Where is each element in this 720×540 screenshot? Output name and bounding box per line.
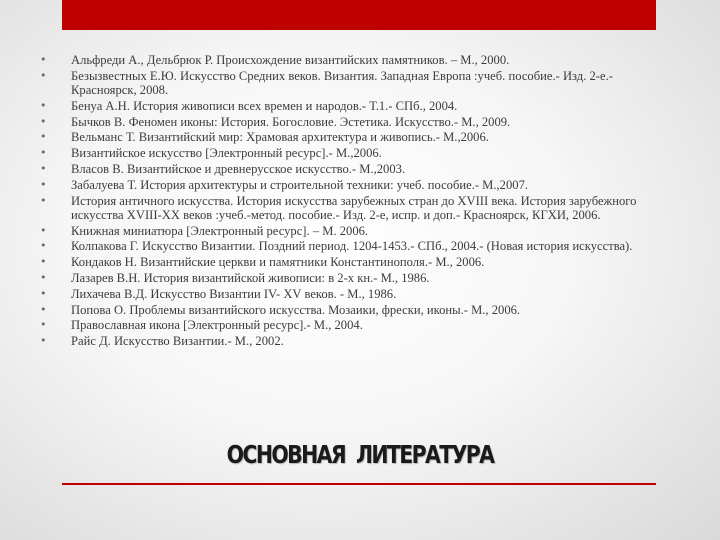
list-item — [40, 130, 680, 144]
list-item-text: Лазарев В.Н. История византийской живописи: в 2-х кн.- М., 1986. — [71, 270, 430, 285]
bullet-icon: • — [40, 302, 47, 316]
list-item-text: Забалуева Т. История архитектуры и строительной техники: учеб. пособие.- М.,2007. — [71, 177, 529, 192]
bullet-icon: • — [40, 114, 47, 128]
list-item — [40, 334, 680, 348]
list-item-text: История античного искусства. История искусства зарубежных стран до XVIII века. История зарубежного искусства XVIII-XX веков :учеб.-метод. пособие.- Изд. 2-е, испр. и доп.- Красноярск, КГХИ, 2006. — [71, 193, 637, 222]
list-item-text: Альфреди А., Дельбрюк Р. Происхождение византийских памятников. – М., 2000. — [71, 53, 510, 67]
list-item-text: Попова О. Проблемы византийского искусства. Мозаики, фрески, иконы.- М., 2006. — [71, 302, 521, 317]
list-item — [40, 146, 680, 160]
list-item-text: Лихачева В.Д. Искусство Византии IV- XV веков. - М., 1986. — [71, 286, 397, 301]
bullet-icon: • — [40, 270, 47, 284]
slide-title: ОСНОВНАЯ ЛИТЕРАТУРА — [226, 440, 494, 469]
list-item — [40, 287, 680, 301]
list-item-text: Колпакова Г. Искусство Византии. Поздний период. 1204-1453.- СПб., 2004.- (Новая история искусства). — [71, 239, 633, 254]
list-item — [40, 303, 680, 317]
list-item — [40, 239, 680, 253]
bullet-icon: • — [40, 53, 47, 66]
list-item-text: Византийское искусство [Электронный ресурс].- М.,2006. — [71, 146, 382, 161]
list-item — [40, 99, 680, 113]
list-item — [40, 224, 680, 238]
list-item — [40, 271, 680, 285]
bullet-icon: • — [40, 130, 47, 144]
list-item-text: Бычков В. Феномен иконы: История. Богословие. Эстетика. Искусство.- М., 2009. — [71, 114, 511, 129]
bullet-icon: • — [40, 161, 47, 175]
bullet-icon: • — [40, 98, 47, 112]
bullet-icon: • — [40, 286, 47, 300]
bullet-icon: • — [40, 193, 47, 207]
list-item — [40, 69, 680, 97]
list-item-text: Райс Д. Искусство Византии.- М., 2002. — [71, 334, 284, 349]
bullet-icon: • — [40, 318, 47, 332]
top-accent-bar — [62, 0, 656, 30]
list-item-text: Православная икона [Электронный ресурс].- М., 2004. — [71, 318, 363, 333]
list-item-text: Кондаков Н. Византийские церкви и памятники Константинополя.- М., 2006. — [71, 255, 485, 270]
list-item-text: Бенуа А.Н. История живописи всех времен и народов.- Т.1.- СПб., 2004. — [71, 98, 458, 113]
bibliography-list — [40, 53, 680, 350]
list-item-text: Безызвестных Е.Ю. Искусство Средних веков. Византия. Западная Европа :учеб. пособие.- Изд. 2-е.- Красноярск, 2008. — [71, 68, 613, 97]
bottom-accent-line — [62, 483, 656, 485]
list-item — [40, 53, 680, 67]
bullet-icon: • — [40, 239, 47, 253]
bullet-icon: • — [40, 255, 47, 269]
list-item — [40, 162, 680, 176]
list-item — [40, 255, 680, 269]
list-item — [40, 178, 680, 192]
list-item — [40, 115, 680, 129]
list-item-text: Власов В. Византийское и древнерусское искусство.- М.,2003. — [71, 161, 406, 176]
list-item — [40, 318, 680, 332]
bullet-icon: • — [40, 223, 47, 237]
bullet-icon: • — [40, 177, 47, 191]
bullet-icon: • — [40, 68, 47, 82]
bullet-icon: • — [40, 146, 47, 160]
bullet-icon: • — [40, 334, 47, 348]
list-item — [40, 194, 680, 222]
list-item-text: Книжная миниатюра [Электронный ресурс]. – М. 2006. — [71, 223, 369, 238]
list-item-text: Вельманс Т. Византийский мир: Храмовая архитектура и живопись.- М.,2006. — [71, 130, 489, 145]
